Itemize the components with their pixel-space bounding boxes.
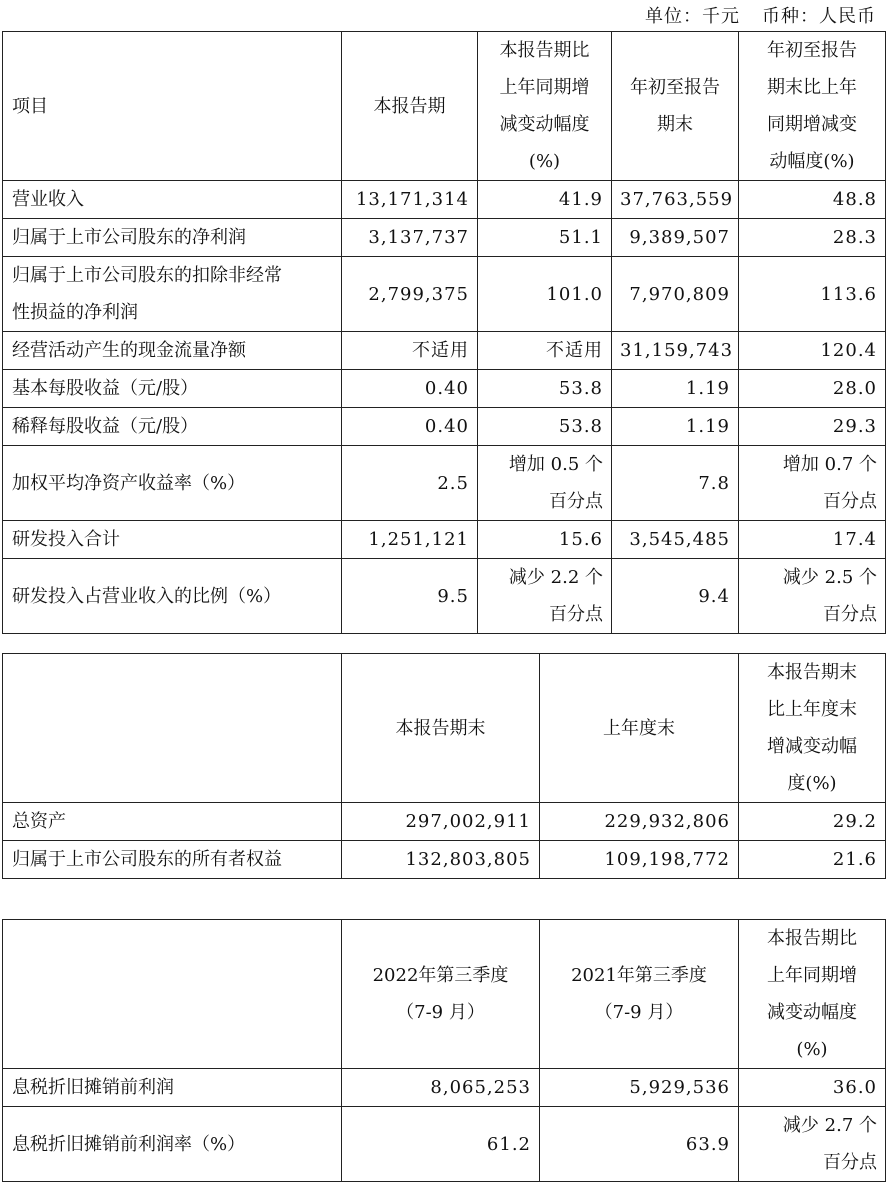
header-line: (%): [796, 1039, 828, 1060]
cell-change: [739, 1107, 886, 1182]
header-line: 期末: [657, 114, 693, 135]
table-header-row: [3, 920, 886, 1069]
cell-ytd: 9.4: [612, 559, 739, 634]
cell-q2022: 8,065,253: [342, 1069, 540, 1107]
cell-current-change: 53.8: [478, 408, 612, 446]
cell-current: 3,137,737: [342, 219, 478, 257]
header-line: （7-9 月）: [396, 1002, 485, 1023]
table-row: [3, 841, 886, 879]
header-line: 期末比上年: [767, 77, 857, 98]
cell-line: 百分点: [823, 604, 877, 625]
header-line: 本报告期末: [767, 662, 857, 683]
table-row: [3, 332, 886, 370]
cell-ytd-change: 48.8: [739, 181, 886, 219]
cell-current-change: 53.8: [478, 370, 612, 408]
header-line: 同期增减变: [767, 114, 857, 135]
cell-line: 百分点: [823, 1152, 877, 1173]
cell-change: 29.2: [739, 803, 886, 841]
cell-current-change: 51.1: [478, 219, 612, 257]
cell-line: 百分点: [823, 491, 877, 512]
row-label: 营业收入: [3, 181, 342, 219]
cell-current: 2,799,375: [342, 257, 478, 332]
cell-current-change: 不适用: [478, 332, 612, 370]
row-label: 经营活动产生的现金流量净额: [3, 332, 342, 370]
cell-ytd: 37,763,559: [612, 181, 739, 219]
cell-ytd: 9,389,507: [612, 219, 739, 257]
unit-caption: [645, 2, 876, 28]
row-label: [3, 257, 342, 332]
cell-ytd-change: [739, 446, 886, 521]
cell-ytd-change: 17.4: [739, 521, 886, 559]
header-change: [739, 654, 886, 803]
table-row: [3, 559, 886, 634]
cell-q2021: 63.9: [540, 1107, 739, 1182]
header-current-change: [478, 32, 612, 181]
cell-ytd: 1.19: [612, 370, 739, 408]
cell-ytd-change: [739, 559, 886, 634]
header-line: 度(%): [787, 773, 837, 794]
row-label: 息税折旧摊销前利润率（%）: [3, 1107, 342, 1182]
table-row: [3, 803, 886, 841]
cell-current-end: 297,002,911: [342, 803, 540, 841]
unit-label: 单位：千元: [645, 6, 740, 27]
row-label: 归属于上市公司股东的所有者权益: [3, 841, 342, 879]
header-change: [739, 920, 886, 1069]
cell-prev-year-end: 109,198,772: [540, 841, 739, 879]
row-label: 归属于上市公司股东的净利润: [3, 219, 342, 257]
header-current-period: 本报告期: [342, 32, 478, 181]
table-header-row: [3, 654, 886, 803]
cell-line: 增加 0.7 个: [782, 454, 877, 475]
row-label: 基本每股收益（元/股）: [3, 370, 342, 408]
header-line: (%): [528, 151, 561, 172]
row-label: 研发投入合计: [3, 521, 342, 559]
header-item-empty: [3, 920, 342, 1069]
cell-line: 百分点: [549, 604, 603, 625]
cell-ytd-change: 120.4: [739, 332, 886, 370]
cell-ytd-change: 28.0: [739, 370, 886, 408]
table-row: [3, 521, 886, 559]
cell-ytd: 31,159,743: [612, 332, 739, 370]
cell-line: 减少 2.2 个: [508, 567, 603, 588]
header-item-empty: [3, 654, 342, 803]
row-label: 总资产: [3, 803, 342, 841]
cell-ytd: 7.8: [612, 446, 739, 521]
cell-current-change: [478, 446, 612, 521]
header-line: 年初至报告: [767, 40, 857, 61]
cell-current-change: 41.9: [478, 181, 612, 219]
table-row: [3, 446, 886, 521]
table-row: [3, 408, 886, 446]
header-line: 增减变动幅: [767, 736, 857, 757]
cell-current: 9.5: [342, 559, 478, 634]
cell-ytd-change: 29.3: [739, 408, 886, 446]
header-line: 上年同期增: [499, 77, 590, 98]
cell-change: 36.0: [739, 1069, 886, 1107]
cell-current: 0.40: [342, 370, 478, 408]
cell-current: 0.40: [342, 408, 478, 446]
cell-ytd: 3,545,485: [612, 521, 739, 559]
header-line: 本报告期比: [767, 928, 857, 949]
table-row: [3, 181, 886, 219]
cell-ytd: 7,970,809: [612, 257, 739, 332]
ebitda-table: [2, 919, 886, 1182]
cell-line: 减少 2.7 个: [782, 1115, 877, 1136]
header-line: 2021年第三季度: [571, 965, 707, 986]
cell-ytd-change: 28.3: [739, 219, 886, 257]
cell-ytd: 1.19: [612, 408, 739, 446]
cell-q2022: 61.2: [342, 1107, 540, 1182]
row-label-line: 归属于上市公司股东的扣除非经常: [12, 265, 282, 286]
header-line: 2022年第三季度: [372, 965, 509, 986]
table-row: [3, 1107, 886, 1182]
header-ytd-change: [739, 32, 886, 181]
header-line: （7-9 月）: [594, 1002, 684, 1023]
cell-current-change: 15.6: [478, 521, 612, 559]
row-label: 研发投入占营业收入的比例（%）: [3, 559, 342, 634]
table-header-row: [3, 32, 886, 181]
cell-current-change: 101.0: [478, 257, 612, 332]
cell-current-end: 132,803,805: [342, 841, 540, 879]
table-row: [3, 370, 886, 408]
row-label: 加权平均净资产收益率（%）: [3, 446, 342, 521]
cell-change: 21.6: [739, 841, 886, 879]
cell-ytd-change: 113.6: [739, 257, 886, 332]
header-line: 动幅度(%): [769, 151, 855, 172]
header-line: 上年同期增: [767, 965, 857, 986]
cell-line: 百分点: [549, 491, 603, 512]
header-current-end: 本报告期末: [342, 654, 540, 803]
cell-current-change: [478, 559, 612, 634]
header-line: 减变动幅度: [499, 114, 590, 135]
cell-line: 减少 2.5 个: [782, 567, 877, 588]
balance-table: [2, 653, 886, 879]
row-label-line: 性损益的净利润: [12, 302, 138, 323]
cell-q2021: 5,929,536: [540, 1069, 739, 1107]
table-row: [3, 1069, 886, 1107]
header-line: 年初至报告: [630, 77, 720, 98]
header-item: 项目: [3, 32, 342, 181]
currency-label: 币种：人民币: [762, 6, 876, 27]
row-label: 稀释每股收益（元/股）: [3, 408, 342, 446]
cell-line: 增加 0.5 个: [508, 454, 603, 475]
cell-current: 1,251,121: [342, 521, 478, 559]
cell-current: 13,171,314: [342, 181, 478, 219]
row-label: 息税折旧摊销前利润: [3, 1069, 342, 1107]
table-row: [3, 219, 886, 257]
cell-current: 不适用: [342, 332, 478, 370]
header-q2022: [342, 920, 540, 1069]
header-prev-year-end: 上年度末: [540, 654, 739, 803]
header-line: 本报告期比: [499, 40, 590, 61]
header-ytd: [612, 32, 739, 181]
header-q2021: [540, 920, 739, 1069]
header-line: 比上年度末: [767, 699, 857, 720]
cell-prev-year-end: 229,932,806: [540, 803, 739, 841]
header-line: 减变动幅度: [767, 1002, 857, 1023]
key-financials-table: [2, 31, 886, 634]
cell-current: 2.5: [342, 446, 478, 521]
table-row: [3, 257, 886, 332]
